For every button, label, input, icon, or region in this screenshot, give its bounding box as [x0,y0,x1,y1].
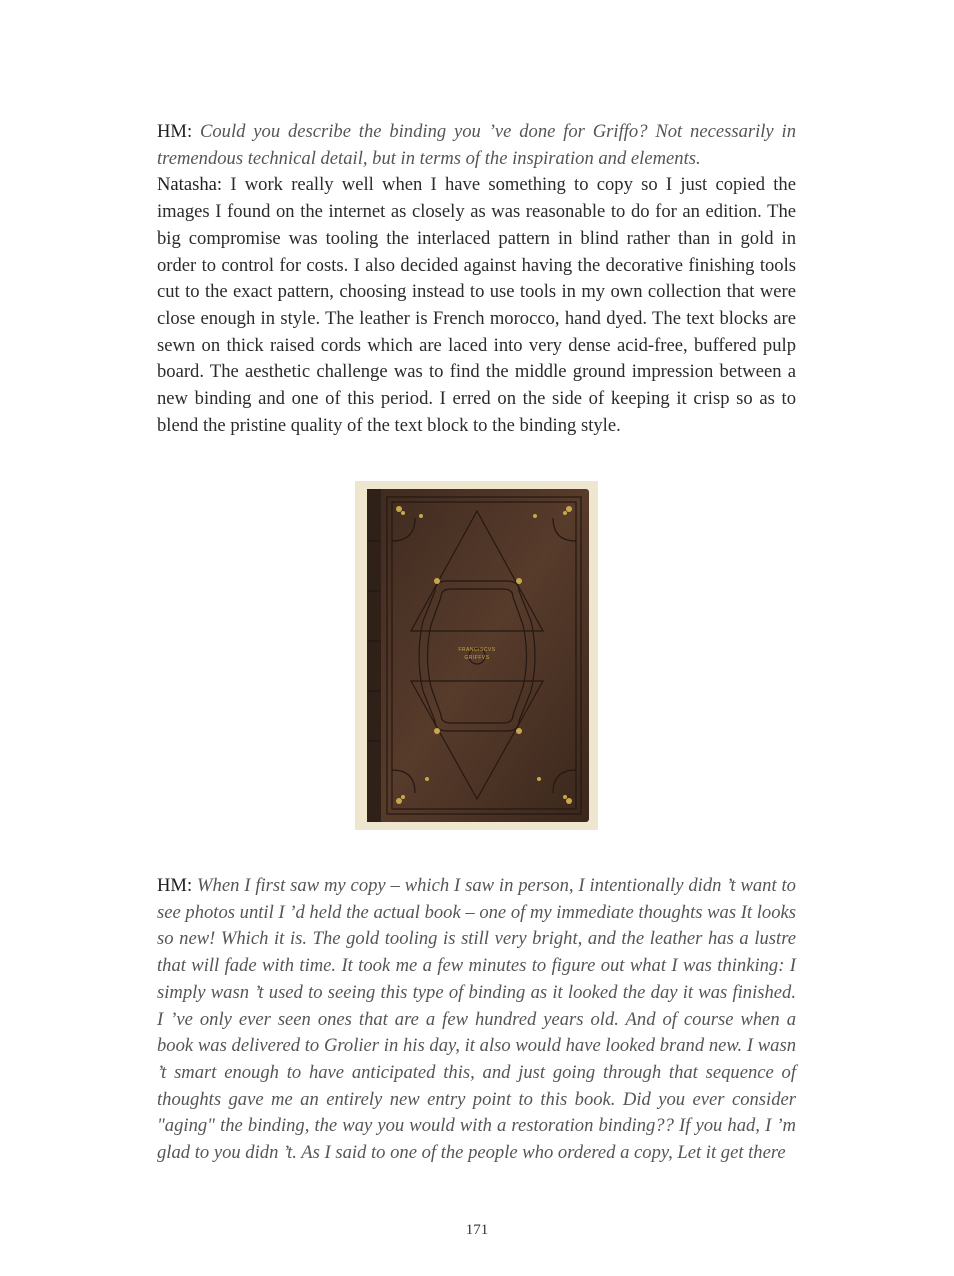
question-paragraph [157,873,796,1167]
answer-paragraph [157,172,796,439]
book-cover-illustration [355,481,598,830]
speaker-label: HM: [157,121,193,142]
speaker-label: HM: [157,875,193,896]
cover-title-line-1: FRANCISCVS [458,647,496,653]
page-number: 171 [465,1222,489,1238]
answer-text: I work really well when I have something to copy so I just copied the images I found on the internet as closely as was reasonable to do for an edition. The big compromise was tooling the interlaced pattern in blind rather than in gold in order to control for costs. I also decided against having the decorative finishing tools cut to the exact pattern, choosing instead to use tools in my own collection that were close enough in style. The leather is French morocco, hand dyed. The text blocks are sewn on thick raised cords which are laced into very dense acid-free, buffered pulp board. The aesthetic challenge was to find the middle ground impression between a new binding and one of this period. I erred on the side of keeping it crisp so as to blend the pristine quality of the text block to the binding style. [157,174,796,436]
cover-title-line-2: GRIFFVS [464,655,490,661]
book-binding-photo [355,481,598,830]
speaker-label: Natasha: [157,174,223,196]
question-text: When I first saw my copy – which I saw in person, I intentionally didn ’t want to see photos until I ’d held the actual book – one of my immediate thoughts was It looks so new! Which it is. The gold tooling is still very bright, and the leather has a lustre that will fade with time. It took me a few minutes to figure out what I was thinking: I simply wasn ’t used to seeing this type of binding as it looked the day it was finished. I ’ve only ever seen ones that are a few hundred years old. And of course when a book was delivered to Grolier in his day, it also would have looked brand new. I wasn ’t smart enough to have anticipated this, and just going through that sequence of thoughts gave me an entirely new entry point to this book. Did you ever consider "aging" the binding, the way you would with a restoration binding?? If you had, I ’m glad to you didn ’t. As I said to one of the people who ordered a copy, Let it get there [157,875,796,1164]
book-spine-edge [367,489,381,822]
question-paragraph [157,119,796,172]
interview-section-2 [157,873,796,1167]
question-text: Could you describe the binding you ’ve done for Griffo? Not necessarily in tremendous technical detail, but in terms of the inspiration and elements. [157,121,796,169]
interview-section-1 [157,119,796,439]
